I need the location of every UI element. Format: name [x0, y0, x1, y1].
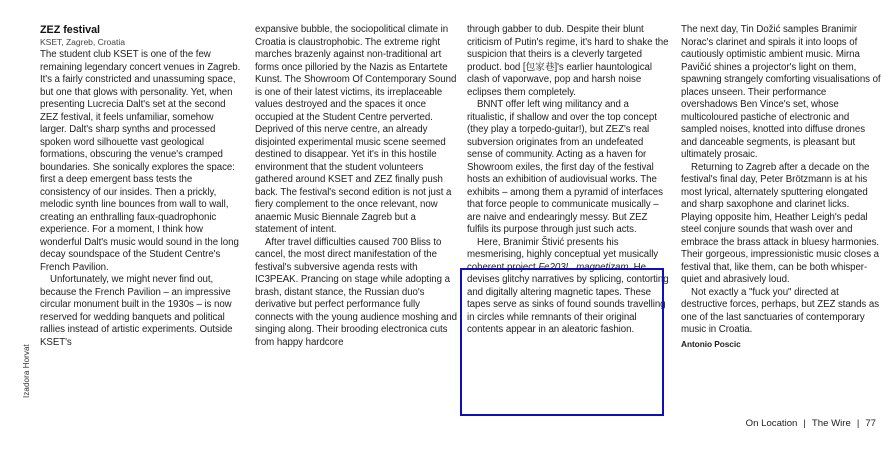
selection-highlight-box	[460, 268, 664, 416]
project-title: Fe203!.. magnetizam	[538, 261, 629, 273]
footer-section: On Location	[745, 418, 798, 429]
page-number: 77	[865, 418, 876, 429]
article-paragraph: After travel difficulties caused 700 Bliss to cancel, the most direct manifestation of the festival's subversive agenda rests with IC3PEAK. Prancing on stage while adopting a brash, distant stance, the Russian duo's derivative but perfect performance fully connects with the young audience moshing and singing along. Their brooding electronica cuts from happy hardcore	[255, 236, 457, 348]
article-paragraph: Unfortunately, we might never find out, because the French Pavilion – an impressive circular monument built in the 1930s – is now reserved for wedding banquets and political rallies instead of artistic experiments. Outside KSET's	[40, 274, 233, 348]
article-paragraph: BNNT offer left wing militancy and a ritualistic, if shallow and over the top concept (they play a torpedo-guitar!), but ZEZ's real subversion originates from an undefeated sense of community. Acting as a haven for Showroom exiles, the first day of the festival hosts an exhibition of audiovisual works. The exhibits – among them a pyramid of interfaces that force people to communicate musically – are naive and endearingly messy. But ZEZ fulfils its purpose through just such acts.	[467, 99, 663, 235]
footer-magazine: The Wire	[811, 418, 851, 429]
article-paragraph: The next day, Tin Dožić samples Branimir Norac's clarinet and spirals it into loops of cautiously optimistic ambient music. Mirna Pavičić shines a projector's light on them, spawning strangely comforting visualisations of places unseen. Their performance overshadows Ben Vince's set, whose multicoloured pastiche of electronic and sampled noises, knotted into diffuse drones and danceable segments, is pleasant but ultimately prosaic.	[681, 24, 881, 160]
article-paragraph: Not exactly a "fuck you" directed at destructive forces, perhaps, but ZEZ stands as one of the last sanctuaries of contemporary music in Croatia.	[681, 286, 880, 335]
article-paragraph: The student club KSET is one of the few remaining legendary concert venues in Zagreb. It's a fairly constricted and unassuming space, but one that glows with personality. Yet, when presenting Lucrecia Dalt's set at the second ZEZ festival, it feels unfamiliar, somehow larger. Dalt's sharp synths and processed spoken word silhouette vast geological formations, obscuring the venue's cramped boundaries. She sonically explores the space: first a deep emergent bass tests the consistency of our insides. Then a prickly, melodic synth line bounces from wall to wall, creating an enthralling faux-quadrophonic experience. For a moment, I think how wonderful Dalt's music would sound in the long decay soundspace of the Student Centre's French Pavilion.	[40, 49, 241, 273]
article-headline: ZEZ festival	[40, 24, 101, 36]
article-paragraph: Returning to Zagreb after a decade on the festival's final day, Peter Brötzmann is at his most lyrical, alternately sputtering elongated and sharp saxophone and clarinet licks. Playing opposite him, Heather Leigh's pedal steel conjure sounds that wash over and embrace the brass attack in bluesy harmonies. Their gorgeous, impressionistic music closes a festival that, like them, can be both whisper-quiet and abrasively loud.	[681, 161, 880, 285]
article-paragraph: expansive bubble, the sociopolitical climate in Croatia is claustrophobic. The extreme right marches brazenly against non-traditional art forms once pilloried by the Nazis as Entartete Kunst. The Showroom Of Contemporary Sound is one of their latest victims, its irreplaceable values destroyed and the spaces it once occupied at the Student Centre perverted. Deprived of this nerve centre, an already disjointed experimental music scene seemed destined to disappear. Yet it's in this hostile environment that the student volunteers gathered around KSET and ZEZ finally push back. The festival's second edition is not just a fiery complement to the once relevant, now anaemic Music Biennale Zagreb but a statement of intent.	[255, 24, 457, 235]
footer-separator: |	[856, 418, 860, 429]
article-column-2	[255, 24, 457, 349]
article-paragraph: through gabber to dub. Despite their blunt criticism of Putin's regime, it's hard to shake the suspicion that theirs is a cleverly targeted product. bod [包家巷]'s earlier hauntological clash of vaporwave, pop and harsh noise eclipses them completely.	[467, 24, 669, 98]
footer-separator: |	[803, 418, 806, 429]
page-footer	[746, 418, 876, 429]
highlighted-text-end: . He devises glitchy narratives by splicing, contorting and digitally altering magnetic tapes. These tapes serve as sinks of found sounds travelling in circles while remnants of their original contents appear in an aleatoric fashion.	[467, 261, 669, 335]
photo-credit: Izadora Horvat	[22, 344, 31, 398]
article-column-1	[40, 24, 242, 349]
article-location: KSET, Zagreb, Croatia	[40, 37, 125, 47]
highlighted-text-start: Here, Branimir Štivić presents his mesmerising, highly conceptual yet musically coherent project	[467, 236, 659, 273]
article-column-4	[681, 24, 883, 350]
article-byline: Antonio Poscic	[681, 338, 741, 349]
